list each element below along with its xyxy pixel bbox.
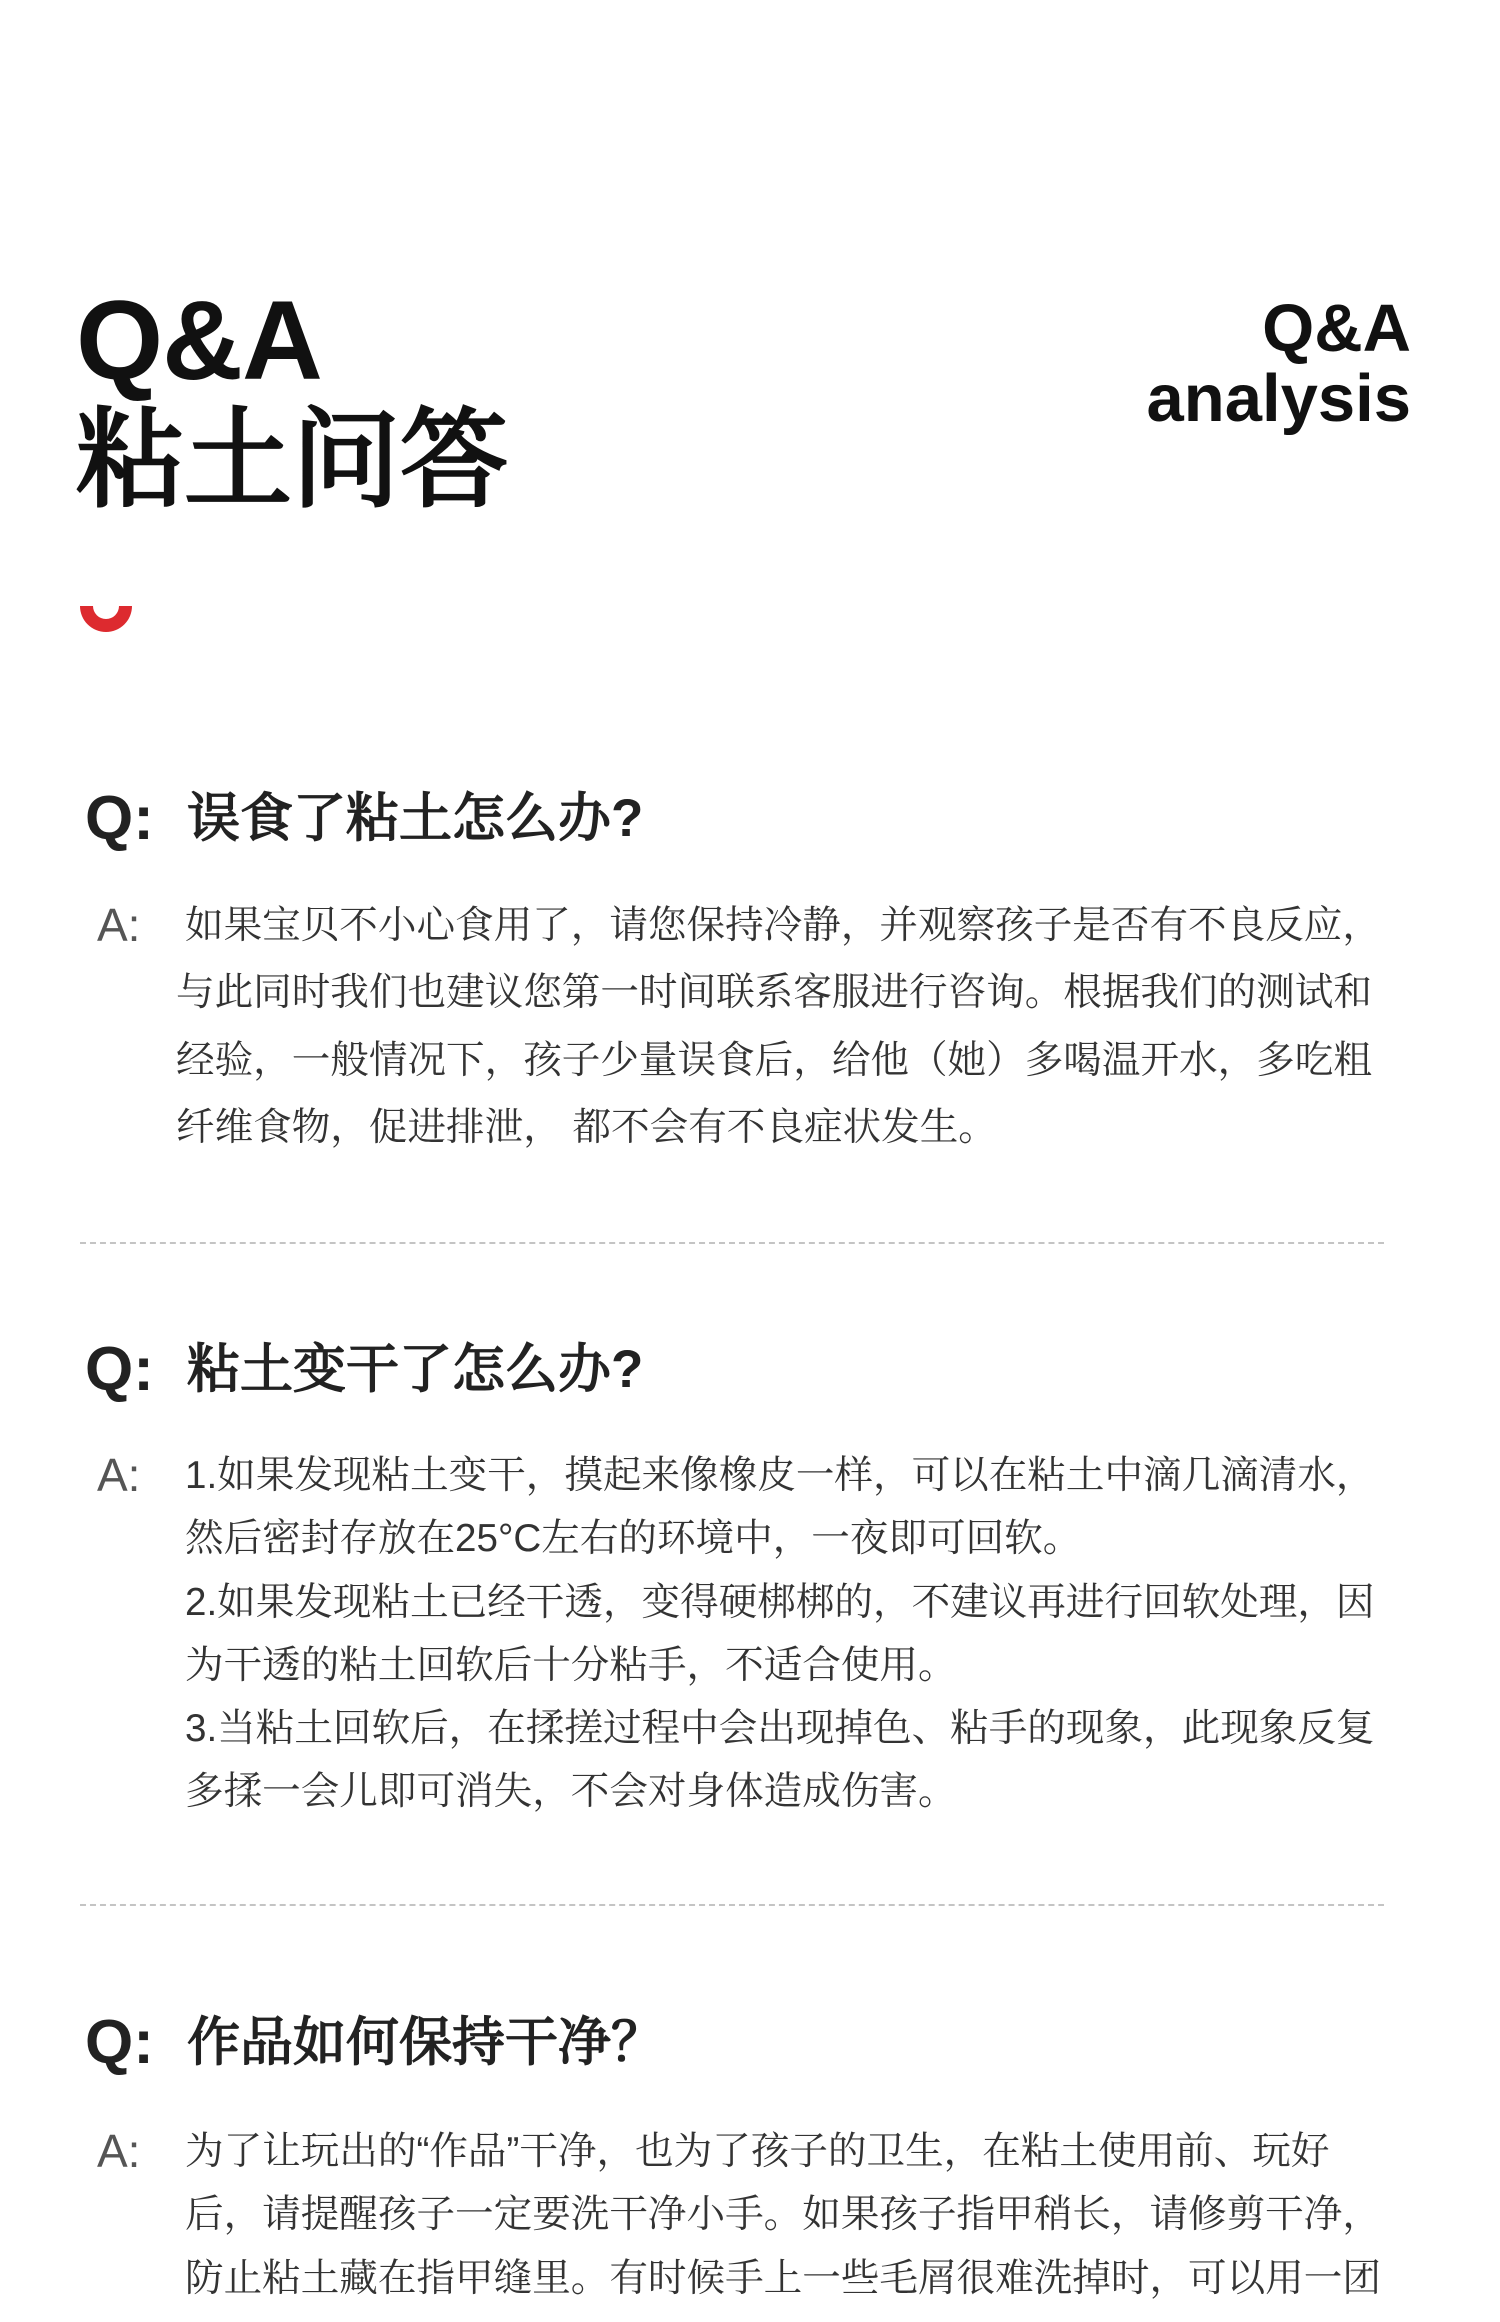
corner-caption-bottom: analysis bbox=[1146, 361, 1411, 436]
question-row bbox=[0, 2008, 1500, 2078]
answer-line: 纤维食物，促进排泄， 都不会有不良症状发生。 bbox=[176, 1106, 997, 1150]
question-row bbox=[0, 784, 1500, 854]
answer-line: 如果宝贝不小心食用了，请您保持冷静，并观察孩子是否有不良反应， bbox=[185, 904, 1381, 947]
answer-line: 1.如果发现粘土变干，摸起来像橡皮一样，可以在粘土中滴几滴清水， bbox=[185, 1454, 1375, 1497]
red-accent-arc bbox=[80, 606, 132, 632]
red-accent-mark bbox=[80, 602, 132, 633]
dashed-divider bbox=[80, 1904, 1384, 1906]
answer-line: 为了让玩出的“作品”干净，也为了孩子的卫生，在粘土使用前、玩好 bbox=[185, 2130, 1330, 2173]
answer-label: A: bbox=[97, 1449, 141, 1501]
answer-line: 3.当粘土回软后，在揉搓过程中会出现掉色、粘手的现象，此现象反复 bbox=[185, 1707, 1375, 1751]
question-label: Q: bbox=[85, 1335, 154, 1404]
answer-line: 2.如果发现粘土已经干透，变得硬梆梆的，不建议再进行回软处理，因 bbox=[185, 1580, 1375, 1624]
question-row bbox=[0, 1335, 1500, 1405]
question-text: 误食了粘土怎么办? bbox=[187, 789, 644, 848]
answer-text bbox=[176, 892, 1391, 1162]
answer-text bbox=[185, 1444, 1400, 1824]
answer-line: 为干透的粘土回软后十分粘手，不适合使用。 bbox=[185, 1643, 957, 1687]
answer-text bbox=[185, 2120, 1400, 2310]
answer-line: 经验，一般情况下，孩子少量误食后，给他（她）多喝温开水，多吃粗 bbox=[176, 1038, 1372, 1082]
answer-line: 多揉一会儿即可消失，不会对身体造成伤害。 bbox=[185, 1770, 957, 1814]
page-title-english: Q&A bbox=[76, 278, 322, 403]
answer-line: 后，请提醒孩子一定要洗干净小手。如果孩子指甲稍长，请修剪干净， bbox=[185, 2193, 1381, 2237]
answer-line: 然后密封存放在25°C左右的环境中，一夜即可回软。 bbox=[185, 1517, 1082, 1561]
corner-caption-top: Q&A bbox=[1262, 291, 1411, 366]
answer-line: 防止粘土藏在指甲缝里。有时候手上一些毛屑很难洗掉时，可以用一团 bbox=[185, 2256, 1381, 2300]
dashed-divider bbox=[80, 1242, 1384, 1244]
question-label: Q: bbox=[85, 784, 154, 853]
question-label: Q: bbox=[85, 2008, 154, 2077]
page-title-chinese: 粘土问答 bbox=[76, 399, 509, 520]
answer-label: A: bbox=[97, 899, 141, 951]
question-text: 作品如何保持干净？ bbox=[187, 2013, 664, 2072]
question-text: 粘土变干了怎么办? bbox=[187, 1340, 644, 1399]
answer-label: A: bbox=[97, 2125, 141, 2177]
answer-line: 与此同时我们也建议您第一时间联系客服进行咨询。根据我们的测试和 bbox=[176, 971, 1372, 1015]
corner-caption bbox=[1146, 291, 1411, 436]
